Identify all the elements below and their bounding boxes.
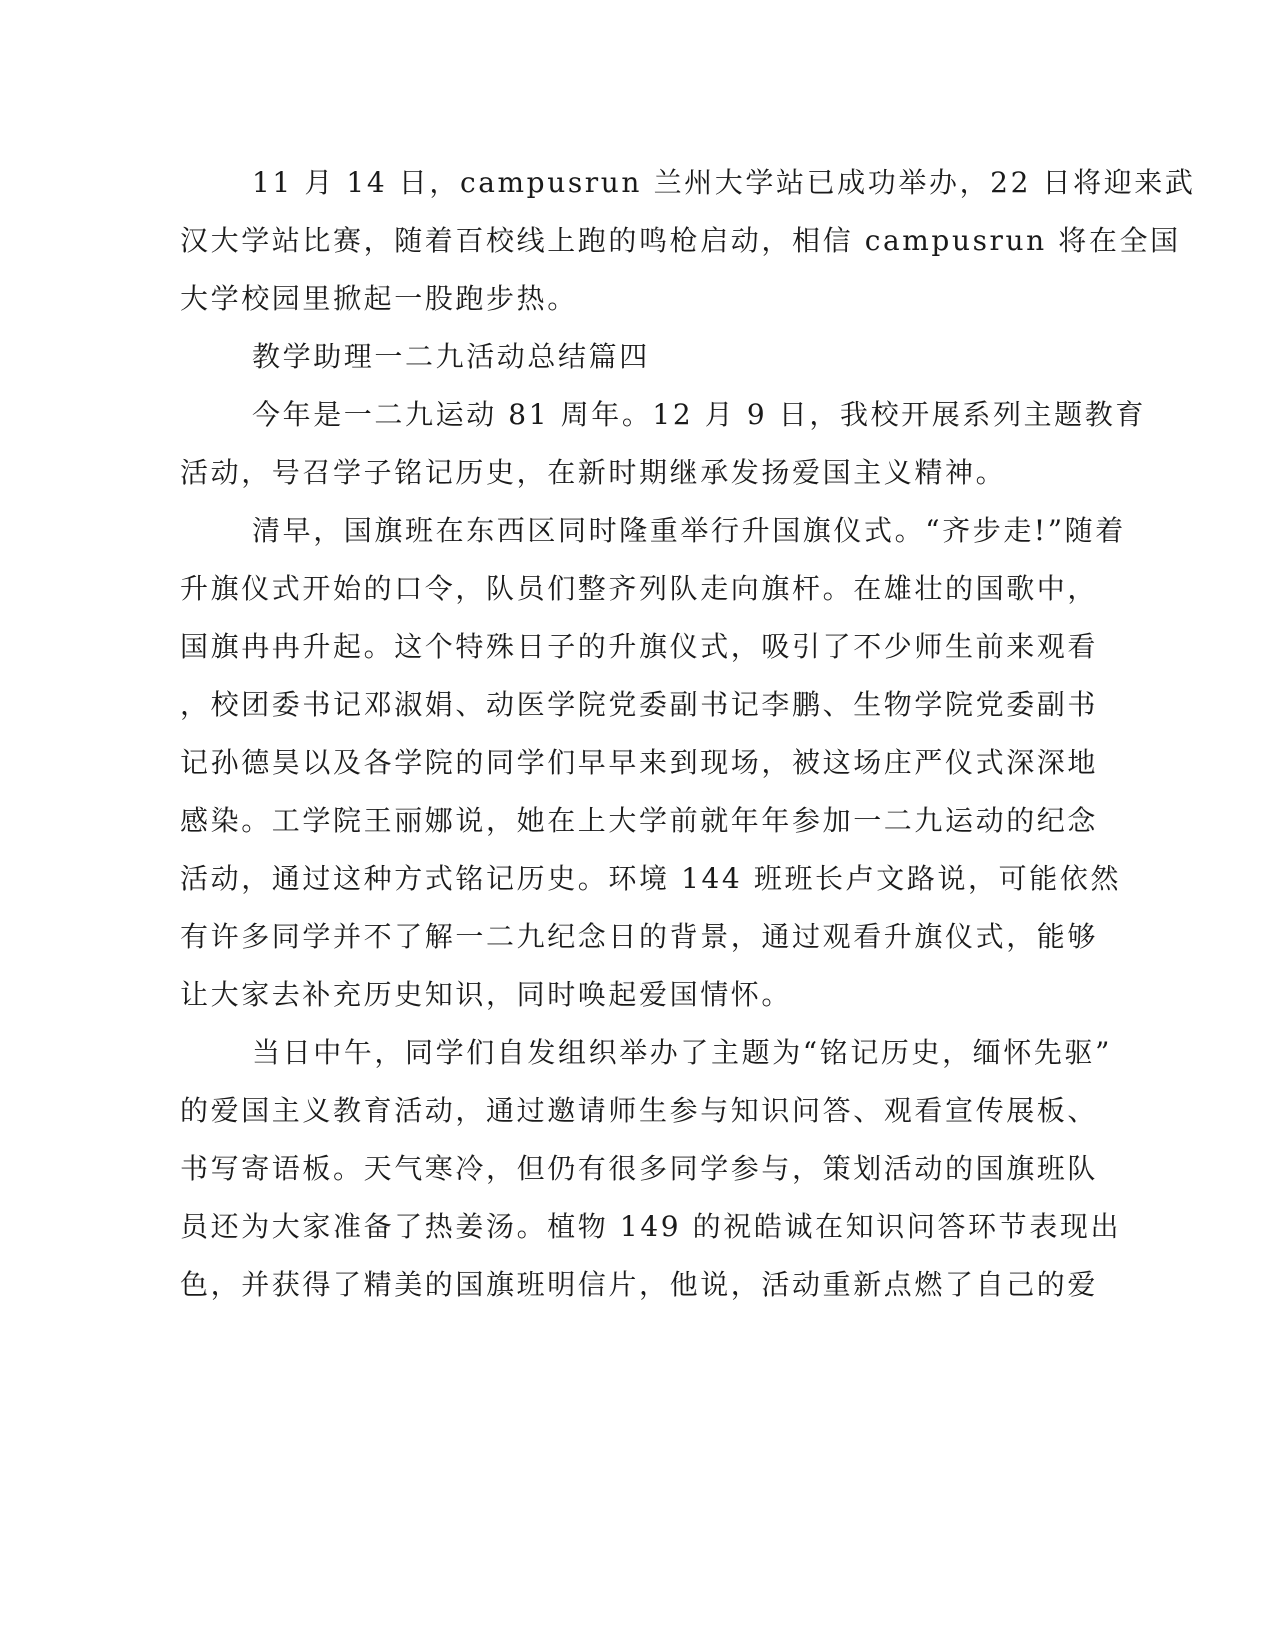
paragraph-3-line-2: 升旗仪式开始的口令，队员们整齐列队走向旗杆。在雄壮的国歌中， [180, 572, 1099, 605]
paragraph-4-line-5: 色，并获得了精美的国旗班明信片，他说，活动重新点燃了自己的爱 [180, 1268, 1099, 1301]
paragraph-2-line-1: 今年是一二九运动 81 周年。12 月 9 日，我校开展系列主题教育 [252, 398, 1146, 431]
paragraph-3-line-6: 感染。工学院王丽娜说，她在上大学前就年年参加一二九运动的纪念 [180, 804, 1099, 837]
paragraph-3-line-8: 有许多同学并不了解一二九纪念日的背景，通过观看升旗仪式，能够 [180, 920, 1099, 953]
paragraph-4-line-2: 的爱国主义教育活动，通过邀请师生参与知识问答、观看宣传展板、 [180, 1094, 1099, 1127]
paragraph-2-line-2: 活动，号召学子铭记历史，在新时期继承发扬爱国主义精神。 [180, 456, 1007, 489]
paragraph-4-line-3: 书写寄语板。天气寒冷，但仍有很多同学参与，策划活动的国旗班队 [180, 1152, 1099, 1185]
paragraph-3-line-1: 清早，国旗班在东西区同时隆重举行升国旗仪式。“齐步走!”随着 [252, 514, 1126, 547]
paragraph-3-line-9: 让大家去补充历史知识，同时唤起爱国情怀。 [180, 978, 793, 1011]
paragraph-1-line-1: 11 月 14 日，campusrun 兰州大学站已成功举办，22 日将迎来武 [252, 166, 1196, 199]
paragraph-3-line-3: 国旗冉冉升起。这个特殊日子的升旗仪式，吸引了不少师生前来观看 [180, 630, 1099, 663]
paragraph-3-line-4: ，校团委书记邓淑娟、动医学院党委副书记李鹏、生物学院党委副书 [180, 688, 1099, 721]
paragraph-1-line-3: 大学校园里掀起一股跑步热。 [180, 282, 578, 315]
paragraph-3-line-7: 活动，通过这种方式铭记历史。环境 144 班班长卢文路说，可能依然 [180, 862, 1122, 895]
paragraph-3-line-5: 记孙德昊以及各学院的同学们早早来到现场，被这场庄严仪式深深地 [180, 746, 1099, 779]
paragraph-4-line-4: 员还为大家准备了热姜汤。植物 149 的祝皓诚在知识问答环节表现出 [180, 1210, 1122, 1243]
paragraph-4-line-1: 当日中午，同学们自发组织举办了主题为“铭记历史，缅怀先驱” [252, 1036, 1113, 1069]
paragraph-1-line-2: 汉大学站比赛，随着百校线上跑的鸣枪启动，相信 campusrun 将在全国 [180, 224, 1181, 257]
section-heading: 教学助理一二九活动总结篇四 [252, 340, 650, 373]
